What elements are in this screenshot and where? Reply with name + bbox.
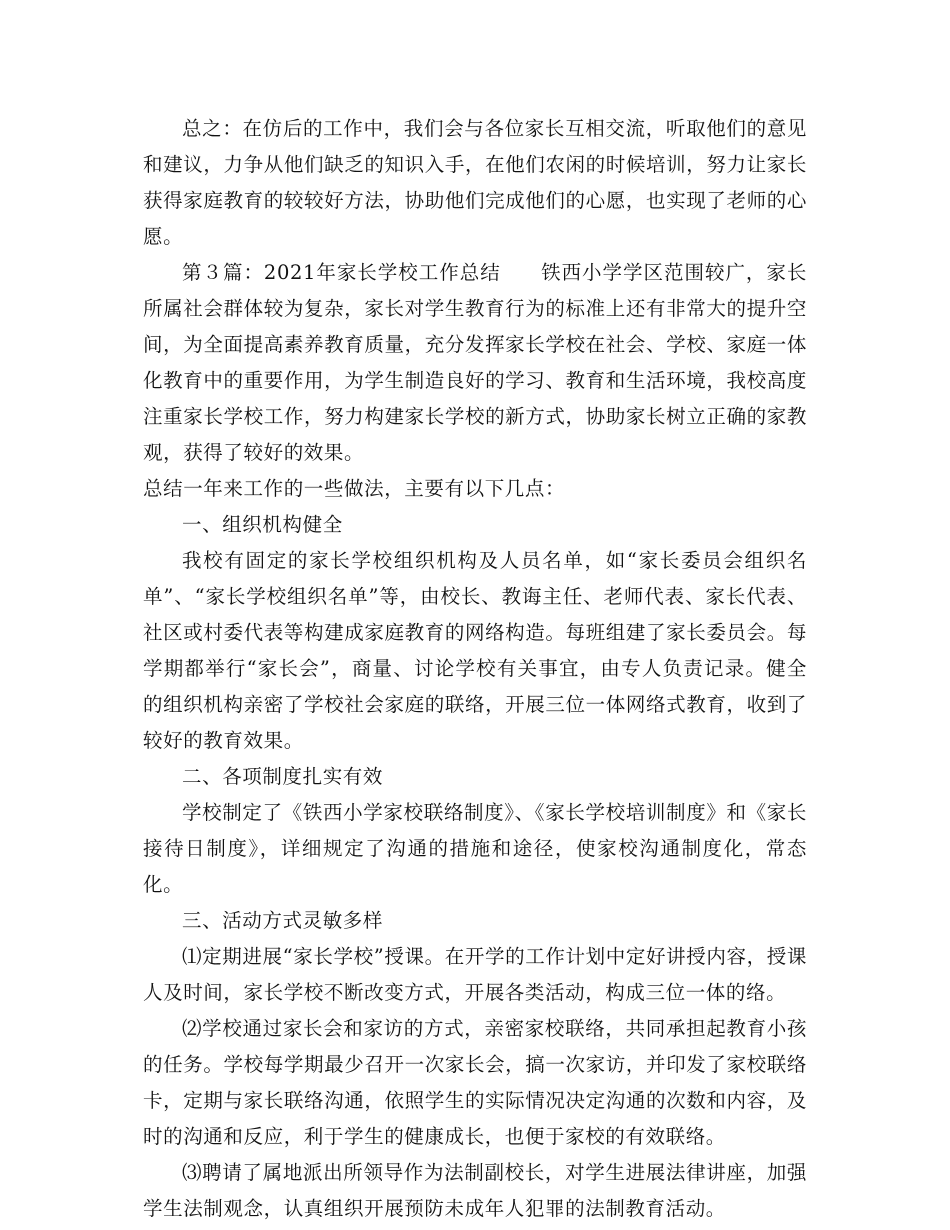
- paragraph-activity-2: ⑵学校通过家长会和家访的方式，亲密家校联络，共同承担起教育小孩的任务。学校每学期最少召开一次家长会，搞一次家访，并印发了家校联络卡，定期与家长联络沟通，依照学生的实际情况决定沟通的次数和内容，及时的沟通和反应，利于学生的健康成长，也便于家校的有效联络。: [143, 1017, 807, 1148]
- paragraph-systems: 学校制定了《铁西小学家校联络制度》、《家长学校培训制度》和《家长接待日制度》，详细规定了沟通的措施和途径，使家校沟通制度化，常态化。: [143, 801, 807, 896]
- section-heading-activities: 三、活动方式灵敏多样: [182, 909, 384, 932]
- paragraph-organization: 我校有固定的家长学校组织机构及人员名单，如“家长委员会组织名单”、“家长学校组织名单”等，由校长、教诲主任、老师代表、家长代表、社区或村委代表等构建成家庭教育的网络构造。每班组建了家长委员会。每学期都举行“家长会”，商量、讨论学校有关事宜，由专人负责记录。健全的组织机构亲密了学校社会家庭的联络，开展三位一体网络式教育，收到了较好的教育效果。: [143, 549, 807, 752]
- section-heading-organization: 一、组织机构健全: [182, 513, 343, 536]
- article-3-intro: 铁西小学学区范围较广，家长所属社会群体较为复杂，家长对学生教育行为的标准上还有非常大的提升空间，为全面提高素养教育质量，充分发挥家长学校在社会、学校、家庭一体化教育中的重要作用，为学生制造良好的学习、教育和生活环境，我校高度注重家长学校工作，努力构建家长学校的新方式，协助家长树立正确的家教观，获得了较好的效果。: [143, 261, 807, 464]
- paragraph-activity-3: ⑶聘请了属地派出所领导作为法制副校长，对学生进展法律讲座，加强学生法制观念，认真组织开展预防未成年人犯罪的法制教育活动。: [143, 1161, 807, 1220]
- paragraph-summary-lead: 总结一年来工作的一些做法，主要有以下几点：: [143, 477, 566, 500]
- paragraph-conclusion: 总之：在仿后的工作中，我们会与各位家长互相交流，听取他们的意见和建议，力争从他们缺乏的知识入手，在他们农闲的时候培训，努力让家长获得家庭教育的较较好方法，协助他们完成他们的心愿，也实现了老师的心愿。: [143, 117, 807, 248]
- document-body: [143, 111, 807, 1227]
- paragraph-activity-1: ⑴定期进展“家长学校”授课。在开学的工作计划中定好讲授内容，授课人及时间，家长学校不断改变方式，开展各类活动，构成三位一体的络。: [143, 945, 807, 1004]
- paragraph-article-3: [143, 255, 807, 471]
- article-3-title: 第３篇：2021年家长学校工作总结: [182, 261, 501, 284]
- section-heading-systems: 二、各项制度扎实有效: [182, 765, 384, 788]
